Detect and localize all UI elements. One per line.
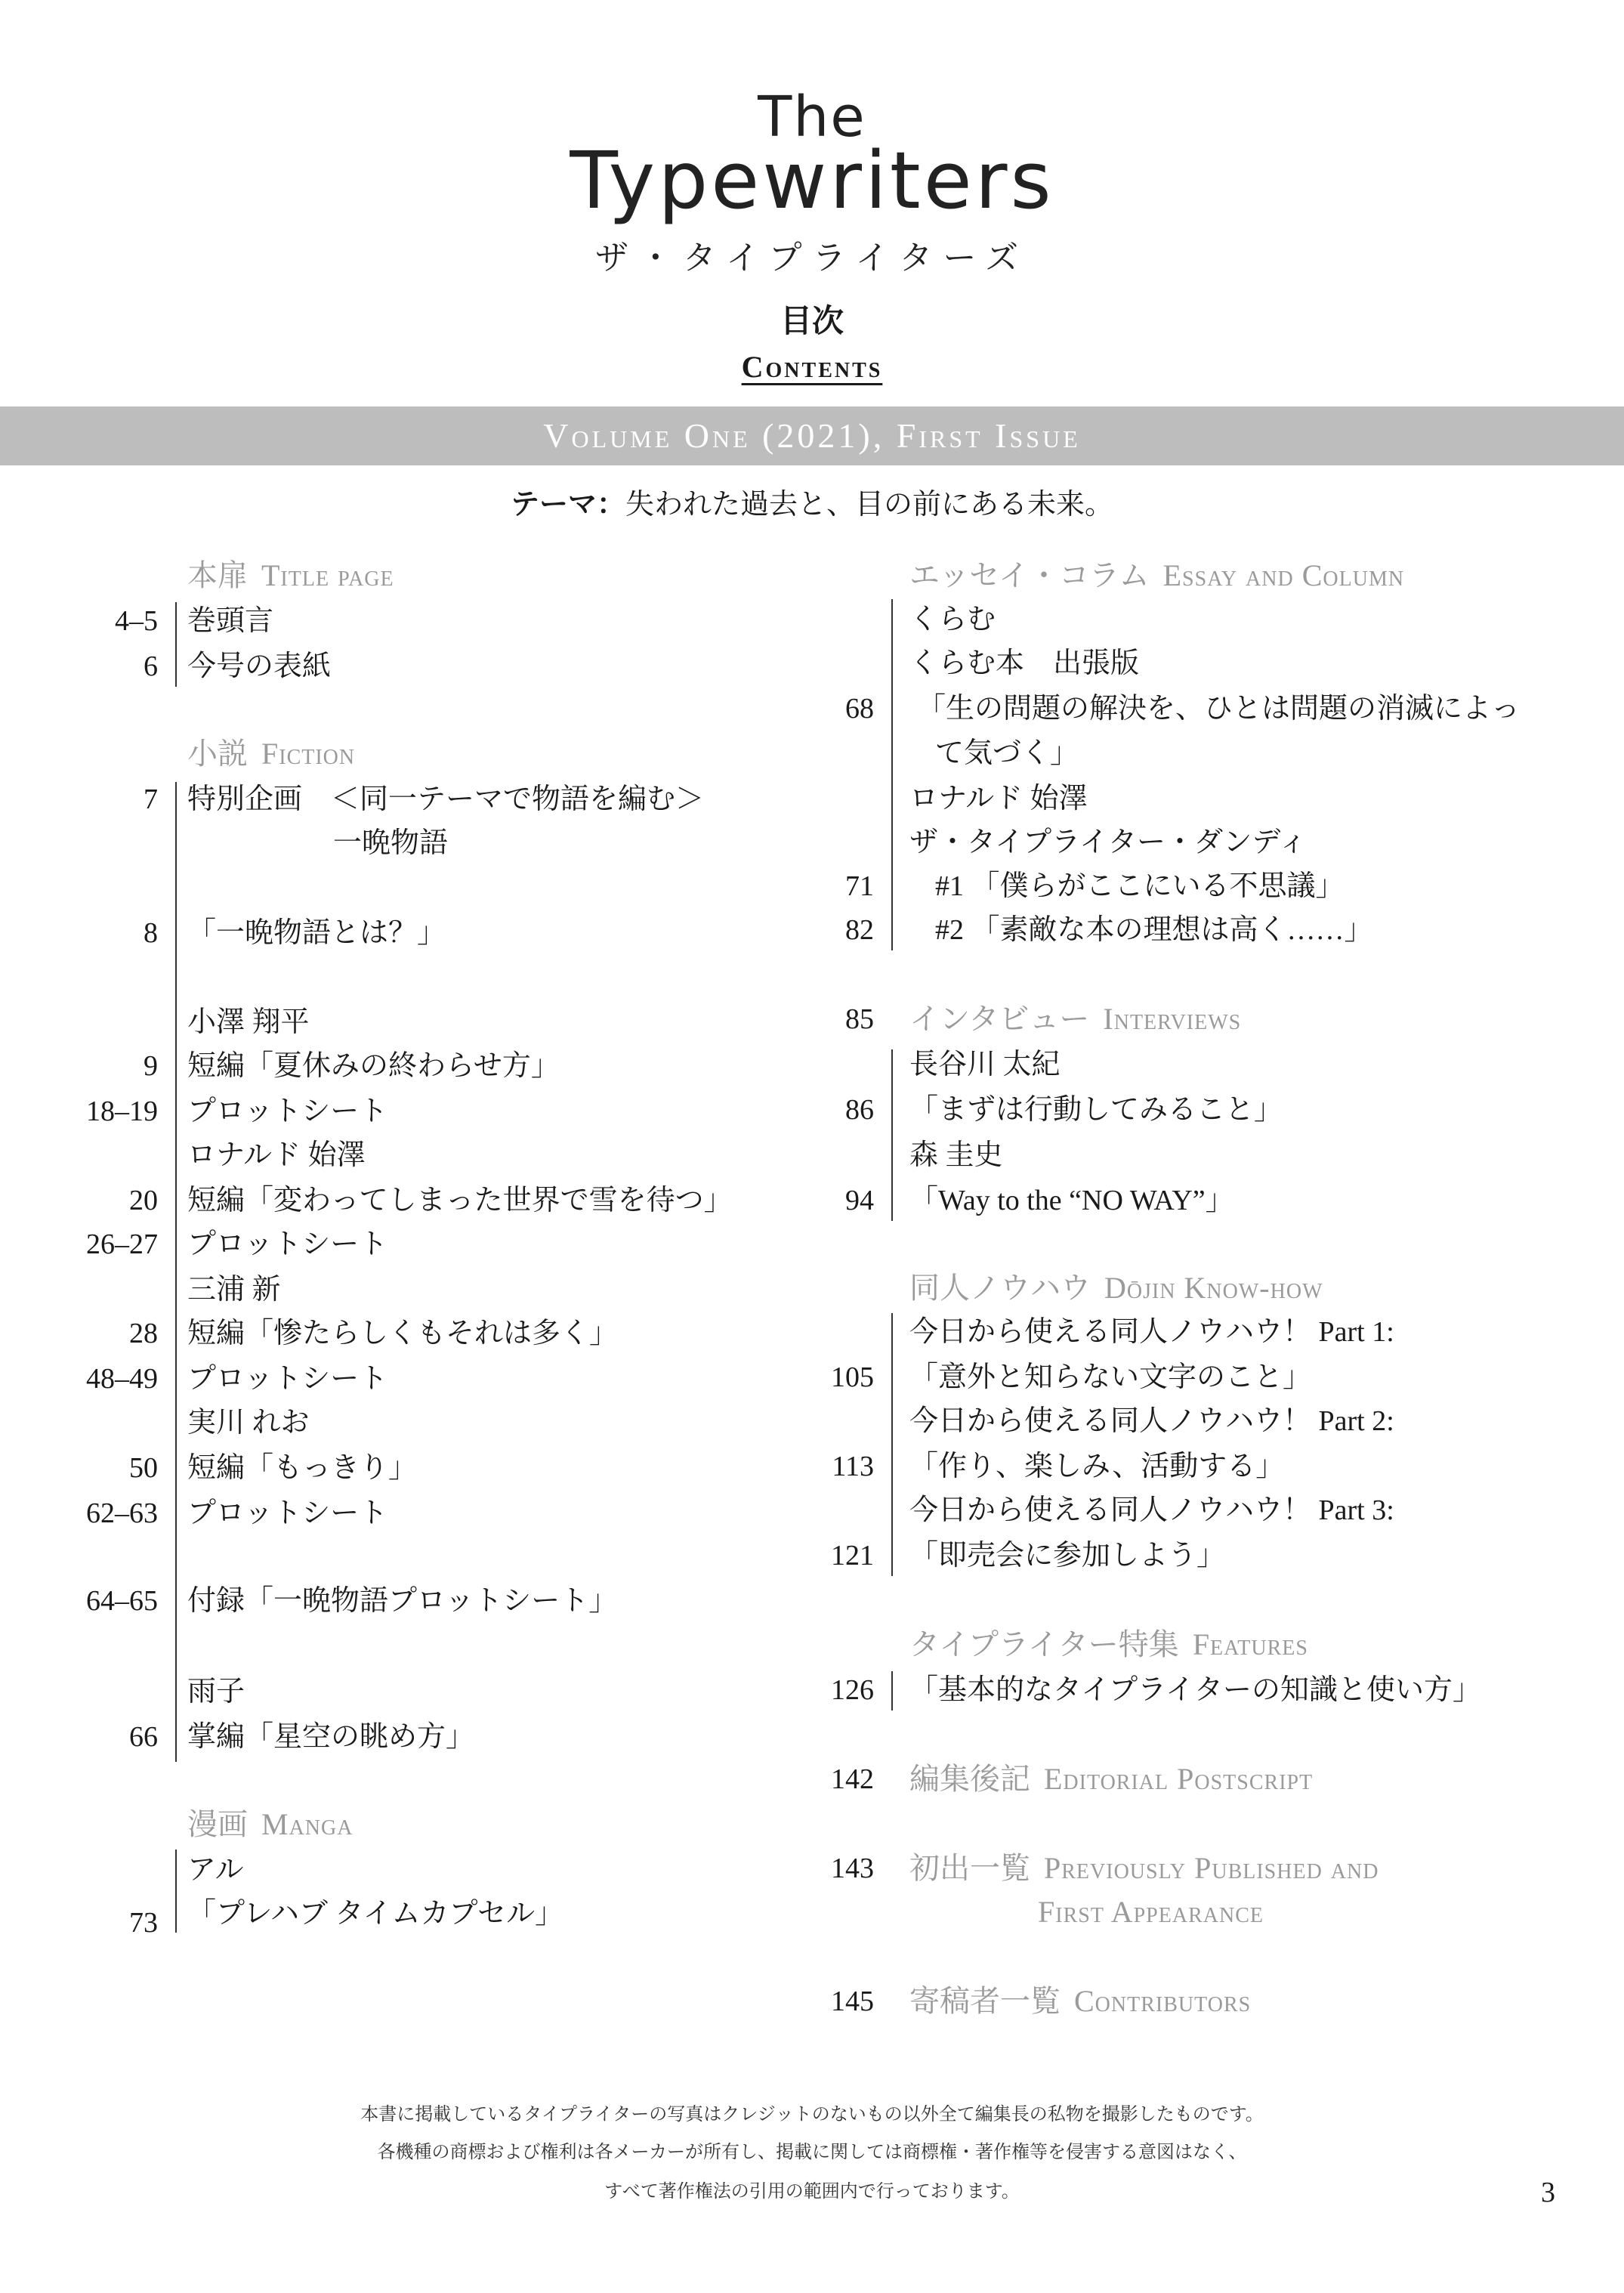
page-ref[interactable]: 142 [831, 1763, 874, 1795]
toc-entry[interactable]: 短編「もっきり」 [187, 1451, 418, 1484]
section-heading[interactable] [909, 1846, 1379, 1891]
section-heading-jp: エッセイ・コラム [909, 558, 1150, 593]
toc-divider-line [891, 1049, 893, 1220]
page-ref[interactable]: 126 [831, 1673, 874, 1706]
page-ref[interactable]: 8 [144, 916, 158, 949]
toc-divider-line [175, 1850, 177, 1933]
toc-entry[interactable]: プロットシート [187, 1497, 388, 1529]
toc-entry[interactable]: ロナルド 始澤 [187, 1139, 366, 1171]
toc-entry[interactable]: 短編「惨たらしくもそれは多く」 [187, 1317, 619, 1349]
section-heading[interactable] [909, 553, 1404, 598]
page-ref[interactable]: 71 [845, 870, 874, 902]
section-heading-en: Interviews [1103, 1001, 1242, 1036]
section-heading-jp: 漫画 [187, 1806, 248, 1841]
toc-entry[interactable]: 今号の表紙 [187, 651, 332, 683]
section-heading-jp: タイプライター特集 [909, 1627, 1179, 1661]
page-ref[interactable]: 62–63 [86, 1497, 158, 1529]
toc-entry[interactable]: 「作り、楽しみ、活動する」 [909, 1450, 1285, 1482]
toc-entry[interactable]: 特別企画 ＜同一テーマで物語を編む＞ [187, 783, 705, 816]
section-heading-en: Editorial Postscript [1044, 1761, 1314, 1796]
theme-text: 失われた過去と、目の前にある未来。 [625, 489, 1114, 521]
page-ref[interactable]: 105 [831, 1361, 874, 1393]
section-heading[interactable] [909, 1979, 1251, 2024]
section-heading-en: Contributors [1074, 1984, 1252, 2018]
page-ref[interactable]: 48–49 [86, 1362, 158, 1395]
toc-entry[interactable]: 三浦 新 [187, 1273, 281, 1306]
section-heading[interactable] [909, 1265, 1323, 1311]
toc-divider-line [175, 602, 177, 687]
page-ref[interactable]: 4–5 [115, 605, 158, 638]
page-ref[interactable]: 86 [845, 1093, 874, 1126]
page-ref[interactable]: 6 [144, 651, 158, 683]
toc-divider-line [891, 599, 893, 950]
toc-entry[interactable]: プロットシート [187, 1095, 388, 1127]
section-heading-jp: インタビュー [909, 1001, 1090, 1036]
page-ref[interactable]: 50 [129, 1451, 158, 1484]
toc-heading-en [0, 349, 1624, 385]
section-heading-jp: 編集後記 [909, 1761, 1030, 1796]
section-heading-en: Previously Published and [1044, 1850, 1379, 1885]
page-ref[interactable]: 143 [831, 1852, 874, 1884]
page-ref[interactable]: 20 [129, 1184, 158, 1216]
toc-entry[interactable]: 付録「一晩物語プロットシート」 [187, 1584, 618, 1617]
section-heading-en: Essay and Column [1162, 558, 1405, 593]
section-heading-en: Manga [261, 1806, 354, 1841]
magazine-title-kana: ザ・タイプライターズ [594, 239, 1030, 277]
contents-label: Contents [741, 350, 883, 384]
page-ref[interactable]: 64–65 [86, 1584, 158, 1617]
magazine-title-the: The [758, 85, 866, 150]
toc-entry[interactable]: 今日から使える同人ノウハウ！ Part 1: [909, 1315, 1394, 1348]
toc-entry[interactable]: 短編「変わってしまった世界で雪を待つ」 [187, 1184, 733, 1216]
section-heading-jp: 初出一覧 [909, 1850, 1030, 1885]
toc-entry[interactable]: 森 圭史 [909, 1139, 1003, 1171]
page-ref[interactable]: 82 [845, 913, 874, 946]
volume-banner: Volume One (2021), First Issue [0, 406, 1624, 465]
page-ref[interactable]: 9 [144, 1049, 158, 1082]
page-ref[interactable]: 85 [845, 1003, 874, 1035]
toc-entry[interactable]: て気づく」 [935, 737, 1079, 769]
toc-entry[interactable]: #2 「素敵な本の理想は高く……」 [935, 913, 1373, 946]
toc-entry[interactable]: 「Way to the “NO WAY”」 [909, 1184, 1234, 1216]
page-ref[interactable]: 145 [831, 1986, 874, 2017]
toc-entry[interactable]: 巻頭言 [187, 605, 274, 638]
page-ref[interactable]: 66 [129, 1720, 158, 1753]
toc-entry[interactable]: 掌編「星空の眺め方」 [187, 1720, 475, 1753]
theme-label: テーマ： [510, 489, 625, 521]
toc-divider-line [175, 782, 177, 1761]
section-heading-en: Title page [261, 558, 394, 593]
page-ref[interactable]: 18–19 [86, 1095, 158, 1127]
magazine-title: Typewriters [570, 134, 1054, 227]
section-heading-en: First Appearance [1038, 1894, 1264, 1929]
section-heading[interactable] [187, 731, 355, 777]
toc-entry[interactable]: 長谷川 太紀 [909, 1048, 1061, 1080]
section-heading-jp: 小説 [187, 737, 248, 771]
toc-entry[interactable]: 今日から使える同人ノウハウ！ Part 3: [909, 1494, 1394, 1526]
page-ref[interactable]: 121 [831, 1539, 874, 1571]
toc-entry[interactable]: 雨子 [187, 1675, 245, 1707]
toc-entry[interactable]: 一晩物語 [333, 827, 449, 860]
toc-divider-line [891, 1313, 893, 1576]
toc-entry[interactable]: 短編「夏休みの終わらせ方」 [187, 1049, 560, 1082]
toc-entry[interactable]: 「一晩物語とは？」 [187, 916, 446, 949]
toc-entry[interactable]: 「まずは行動してみること」 [909, 1093, 1283, 1126]
toc-entry[interactable]: 「生の問題の解決を、ひとは問題の消滅によっ [917, 693, 1521, 725]
page-ref[interactable]: 73 [129, 1906, 158, 1939]
page-ref[interactable]: 28 [129, 1317, 158, 1349]
page-number: 3 [1541, 2177, 1555, 2208]
toc-entry[interactable]: 今日から使える同人ノウハウ！ Part 2: [909, 1405, 1394, 1437]
toc-entry[interactable]: アル [187, 1853, 244, 1886]
page-ref[interactable]: 94 [845, 1184, 874, 1216]
section-heading-jp: 同人ノウハウ [909, 1270, 1091, 1305]
toc-entry[interactable]: プロットシート [187, 1362, 388, 1395]
footer-note-line: 本書に掲載しているタイプライターの写真はクレジットのないもの以外全て編集長の私物を撮影したものです。 [360, 2103, 1264, 2125]
section-heading[interactable] [909, 1622, 1308, 1667]
page-ref[interactable]: 113 [832, 1450, 874, 1482]
section-heading-en: Dōjin Know-how [1104, 1270, 1323, 1305]
toc-entry[interactable]: 小澤 翔平 [187, 1006, 310, 1038]
section-heading-jp: 本扉 [187, 558, 248, 593]
toc-entry[interactable]: ロナルド 始澤 [909, 782, 1088, 814]
toc-entry[interactable]: 「プレハブ タイムカプセル」 [187, 1897, 564, 1930]
toc-entry[interactable]: ザ・タイプライター・ダンディ [909, 826, 1308, 858]
toc-entry[interactable]: 「即売会に参加しよう」 [909, 1539, 1226, 1571]
toc-entry[interactable]: #1 「僕らがここにいる不思議」 [935, 870, 1345, 902]
toc-heading-jp: 目次 [780, 304, 844, 339]
section-heading-en: Features [1192, 1627, 1308, 1661]
section-heading-jp: 寄稿者一覧 [909, 1984, 1061, 2018]
toc-entry[interactable]: 「意外と知らない文字のこと」 [909, 1361, 1312, 1393]
section-heading[interactable] [187, 553, 394, 598]
page-ref[interactable]: 68 [845, 693, 874, 725]
toc-divider-line [891, 1671, 893, 1710]
section-heading[interactable] [187, 1802, 353, 1847]
issue-theme [0, 481, 1624, 522]
toc-entry[interactable]: くらむ [909, 604, 996, 636]
section-heading-en: Fiction [261, 737, 356, 771]
toc-entry[interactable]: くらむ本 出張版 [909, 647, 1140, 680]
section-heading[interactable] [1038, 1890, 1264, 1935]
toc-entry[interactable]: 「基本的なタイプライターの知識と使い方」 [909, 1673, 1481, 1706]
page-ref[interactable]: 26–27 [86, 1228, 158, 1260]
footer-note-line: すべて著作権法の引用の範囲内で行っております。 [604, 2180, 1020, 2202]
page-ref[interactable]: 7 [144, 783, 158, 816]
footer-note-line: 各機種の商標および権利は各メーカーが所有し、掲載に関しては商標権・著作権等を侵害する意図はなく、 [377, 2141, 1247, 2162]
section-heading[interactable] [909, 997, 1241, 1042]
section-heading[interactable] [909, 1757, 1313, 1802]
toc-entry[interactable]: 実川 れお [187, 1406, 310, 1439]
toc-entry[interactable]: プロットシート [187, 1228, 388, 1260]
